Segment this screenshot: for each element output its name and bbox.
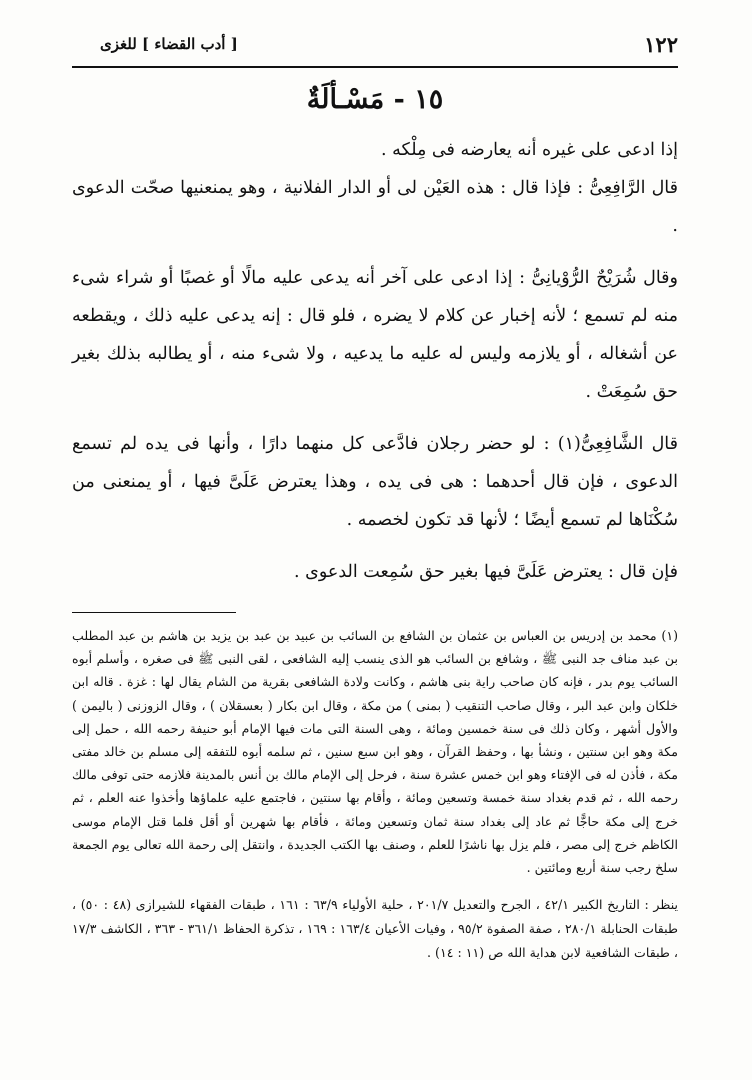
paragraph-claim: إذا ادعى على غيره أنه يعارضه فى مِلْكه . [381, 140, 678, 160]
page-header [72, 28, 678, 60]
footnotes [72, 624, 678, 965]
paragraph-rafii: قال الرَّافِعِىُّ : فإذا قال : هذه العَيْن لى أو الدار الفلانية ، وهو يمنعنيها صحّت الدعوى . [72, 178, 678, 236]
footnote-sources: ينظر : التاريخ الكبير ٤٢/١ ، الجرح والتعديل ٢٠١/٧ ، حلية الأولياء ٦٣/٩ : ١٦١ ، طبقات الفقهاء للشيرازى (٤٨ : ٥٠) ، طبقات الحنابلة ٢٨٠/١ ، صفة الصفوة ٩٥/٢ ، وفيات الأعيان ١٦٣/٤ : ١٦٩ ، تذكرة الحفاظ ٣٦١/١ - ٣٦٣ ، الكاشف ١٧/٣ ، طبقات الشافعية لابن هداية الله ص (١١ : ١٤) . [72, 897, 678, 961]
footnote-divider [72, 612, 236, 613]
footnote-biography: (١) محمد بن إدريس بن العباس بن عثمان بن الشافع بن السائب بن عبيد بن عبد بن يزيد بن هاشم بن عبد المطلب بن عبد مناف جد النبى ﷺ ، وشافع بن السائب هو الذى ينسب إليه الشافعى ، لقى النبى ﷺ فى صغره ، وأسلم أبوه السائب يوم بدر ، فإنه كان صاحب راية بنى هاشم ، وكانت ولادة الشافعى بقرية من الشام يقال لها : غزة . قاله ابن خلكان وابن عبد البر ، وقال صاحب التنقيب ( بمنى ) من مكة ، وقال ابن بكار ( بعسقلان ) ، وقال الزوزنى ( باليمن ) والأول أشهر ، وكان ذلك فى سنة خمسين ومائة ، وهى السنة التى مات فيها الإمام أبو حنيفة رحمه الله ، حمل إلى مكة وهو ابن سنتين ، ونشأ بها ، وحفظ القرآن ، وهو ابن سبع سنين ، ثم سلمه أبوه للتفقه إلى مسلم بن خالد مفتى مكة ، فأذن له فى الإفتاء وهو ابن خمس عشرة سنة ، فرحل إلى الإمام مالك بن أنس بالمدينة فلازمه حتى توفى مالك رحمه الله ، ثم قدم بغداد سنة خمسة وتسعين ومائة ، وأقام بها سنتين ، فاجتمع عليه علماؤها وأخذوا عنه العلم ، ثم خرج إلى مكة حاجًّا ثم عاد إلى بغداد سنة ثمان وتسعين ومائة ، فأقام بها شهرين أو أقل فلما قتل الإمام موسى الكاظم خرج إلى مصر ، فلم يزل بها ناشرًا للعلم ، وصنف بها الكتب الجديدة ، وانتقل إلى رحمة الله تعالى يوم الجمعة سلخ رجب سنة أربع ومائتين . [72, 628, 678, 876]
spacer [72, 411, 678, 425]
paragraph-shafii: قال الشَّافِعِىُّ(١) : لو حضر رجلان فادَّعى كل منهما دارًا ، وأنها فى يده لم تسمع الدعوى ، فإن قال أحدهما : هى فى يده ، وهذا يعترض عَلَىَّ فيها ، أو يمنعنى من سُكْنَاها لم تسمع أيضًا ؛ لأنها قد تكون لخصمه . [72, 434, 678, 530]
spacer [72, 245, 678, 259]
spacer [72, 539, 678, 553]
main-text [72, 82, 678, 591]
paragraph-conclusion: فإن قال : يعترض عَلَىَّ فيها بغير حق سُمِعت الدعوى . [294, 562, 678, 582]
running-title: [ أدب القضاء ] للغزى [100, 35, 238, 53]
paragraph-ruyani: وقال شُرَيْحٌ الرُّوْيانِىُّ : إذا ادعى على آخر أنه يدعى عليه مالًا أو غصبًا أو شراء شىء منه لم تسمع ؛ لأنه إخبار عن كلام لا يضره ، فلو قال : إنه يدعى عليه ذلك ، ويقطعه عن أشغاله ، أو يلازمه وليس له عليه ما يدعيه ، ولا شىء منه ، أو يطالبه بذلك بغير حق سُمِعَتْ . [72, 268, 678, 402]
header-divider [72, 66, 678, 68]
page-number: ١٢٢ [644, 31, 678, 57]
issue-title: ١٥ - مَسْـألَةٌ [306, 84, 444, 115]
